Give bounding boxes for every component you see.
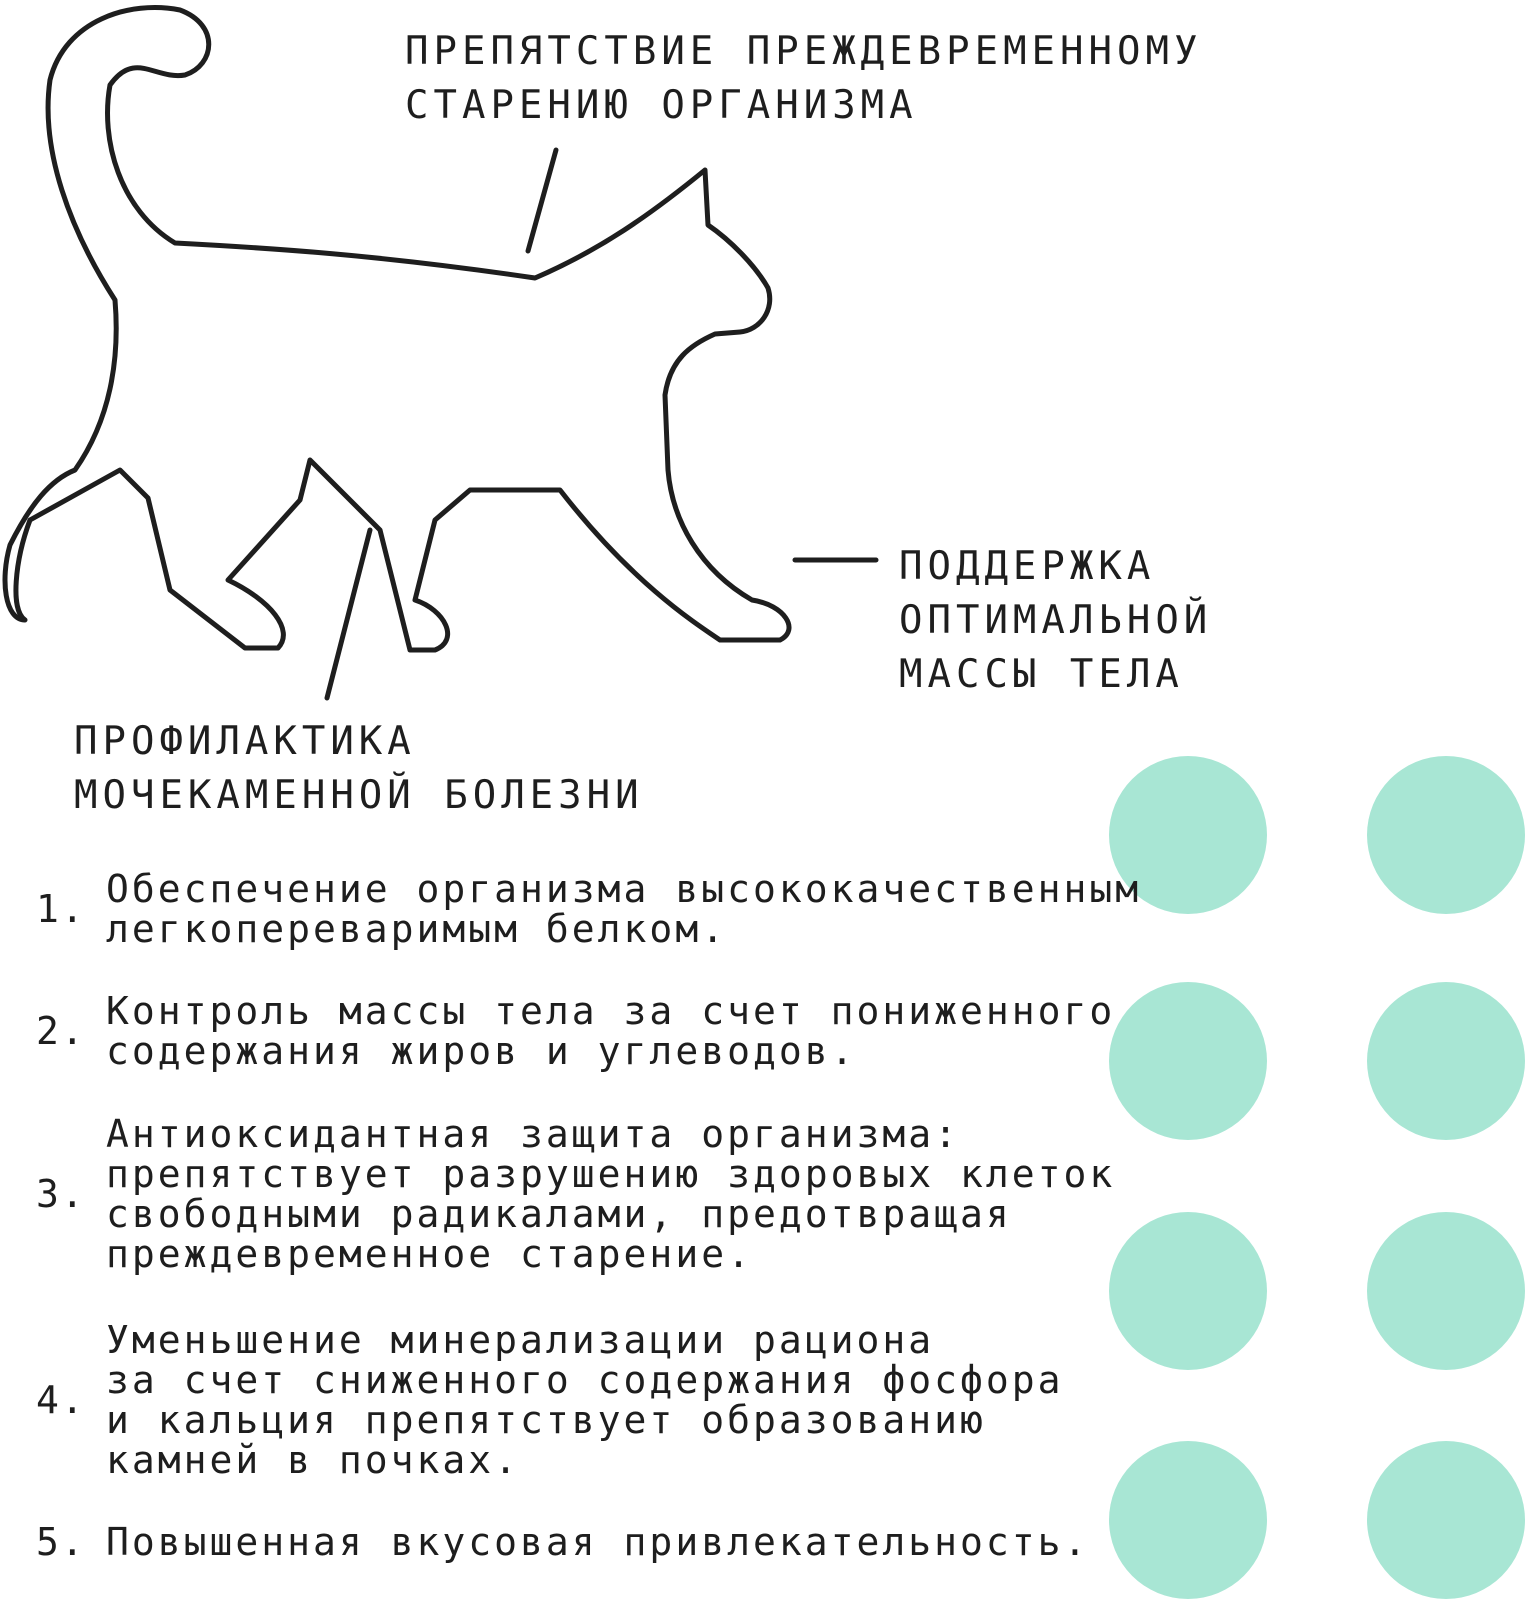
list-item (36, 1320, 1236, 1480)
list-item-number: 1. (36, 887, 86, 931)
list-item-text: Повышенная вкусовая привлекательность. (106, 1520, 1090, 1564)
decor-dot (1367, 756, 1525, 914)
list-item-number: 3. (36, 1172, 86, 1216)
list-item (36, 1114, 1236, 1274)
list-item (36, 869, 1236, 949)
leader-line-urolithiasis (327, 530, 370, 698)
decor-dot (1367, 1212, 1525, 1370)
list-item (36, 991, 1236, 1071)
decor-dot (1367, 982, 1525, 1140)
list-item-text: Обеспечение организма высококачественным легкопереваримым белком. (106, 867, 1142, 951)
list-item-text: Уменьшение минерализации рациона за счет сниженного содержания фосфора и кальция препятствует образованию камней в почках. (106, 1318, 1064, 1482)
list-item (36, 1520, 1236, 1564)
list-item-number: 5. (36, 1520, 86, 1564)
leader-line-aging (528, 150, 556, 251)
callout-weight: ПОДДЕРЖКА ОПТИМАЛЬНОЙ МАССЫ ТЕЛА (899, 544, 1213, 697)
list-item-text: Антиоксидантная защита организма: препятствует разрушению здоровых клеток свободными радикалами, предотвращая преждевременное старение. (106, 1112, 1116, 1276)
list-item-number: 2. (36, 1009, 86, 1053)
callout-aging: ПРЕПЯТСТВИЕ ПРЕЖДЕВРЕМЕННОМУ СТАРЕНИЮ ОРГАНИЗМА (405, 29, 1203, 128)
list-item-text: Контроль массы тела за счет пониженного содержания жиров и углеводов. (106, 989, 1116, 1073)
callout-urolithiasis: ПРОФИЛАКТИКА МОЧЕКАМЕННОЙ БОЛЕЗНИ (74, 719, 644, 818)
decor-dot (1367, 1441, 1525, 1599)
list-item-number: 4. (36, 1378, 86, 1422)
